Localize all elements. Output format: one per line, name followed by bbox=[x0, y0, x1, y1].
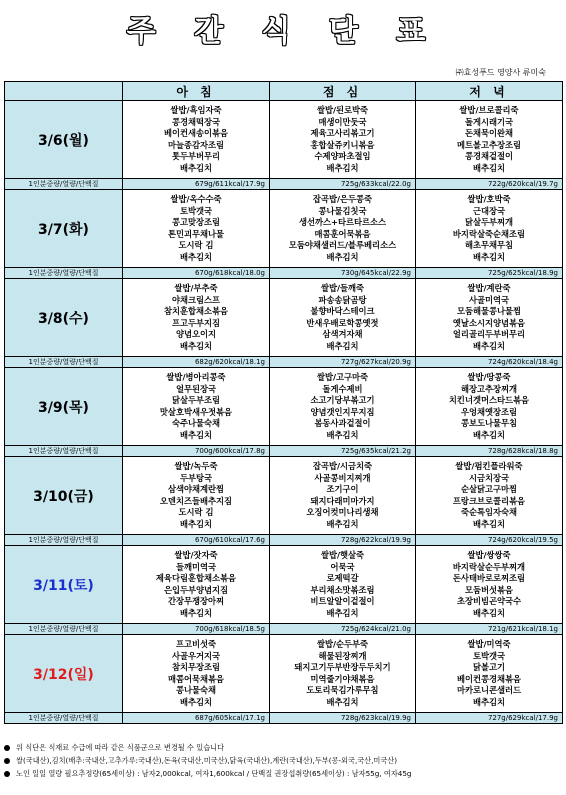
day-row bbox=[5, 368, 563, 446]
nutrition-value: 687g/605kcal/17.1g bbox=[123, 713, 270, 724]
menu-item: 배추김치 bbox=[472, 518, 506, 529]
menu-item: 모둠해물콩나물찜 bbox=[456, 306, 522, 316]
menu-item: 쌀밥/고구마죽 bbox=[316, 372, 369, 382]
nutrition-row bbox=[5, 535, 563, 546]
menu-item: 야채크림스프 bbox=[171, 294, 221, 305]
menu-item: 토박갯국 bbox=[472, 650, 506, 661]
menu-item: 잡곡밥/은두콩죽 bbox=[312, 194, 373, 204]
menu-item: 쌀밥/된로박죽 bbox=[316, 105, 369, 115]
menu-item: 삼색야채계란찜 bbox=[167, 484, 225, 494]
menu-item: 콩경채떡장국 bbox=[171, 116, 221, 127]
menu-item: 도토리묵김가루무침 bbox=[306, 685, 379, 695]
menu-item: 마늘종감자조림 bbox=[167, 139, 225, 150]
menu-item: 시금치장국 bbox=[468, 472, 510, 483]
breakfast-cell bbox=[123, 546, 270, 624]
menu-item: 배추김치 bbox=[179, 607, 213, 618]
menu-item: 쌀밥/잣자죽 bbox=[174, 550, 218, 560]
menu-item: 배추김치 bbox=[472, 696, 506, 707]
menu-item: 토박갯국 bbox=[179, 205, 213, 216]
nutrition-value: 728g/623kcal/19.9g bbox=[270, 713, 416, 724]
weekly-menu-table bbox=[4, 81, 563, 724]
menu-item: 부리채소맛볶조림 bbox=[310, 584, 375, 595]
menu-item: 배추김치 bbox=[326, 162, 359, 173]
nutrition-value: 730g/645kcal/22.9g bbox=[270, 268, 416, 279]
menu-item: 콩경채겉절이 bbox=[464, 151, 514, 161]
breakfast-cell bbox=[123, 368, 270, 446]
menu-item: 쌀밥/땅콩죽 bbox=[467, 372, 511, 382]
menu-item: 쌀밥/호박죽 bbox=[467, 194, 511, 204]
menu-item: 해물된장찌개 bbox=[318, 650, 367, 661]
menu-item: 오덴치즈들배추지짐 bbox=[159, 495, 233, 506]
menu-item: 어묵국 bbox=[330, 561, 355, 572]
lunch-cell bbox=[270, 101, 416, 179]
nutrition-value: 728g/628kcal/18.8g bbox=[416, 446, 563, 457]
dinner-cell bbox=[416, 101, 563, 179]
menu-item: 프고두부지짐 bbox=[171, 317, 221, 328]
header-dinner: 저 녁 bbox=[416, 82, 563, 101]
menu-item: 콩나물김칫국 bbox=[318, 205, 367, 216]
nutrition-value: 725g/633kcal/22.0g bbox=[270, 179, 416, 190]
menu-item: 쌀밥/녹두죽 bbox=[174, 461, 218, 471]
menu-item: 근대장국 bbox=[472, 205, 506, 216]
nutrition-value: 724g/620kcal/18.4g bbox=[416, 357, 563, 368]
day-label: 3/9(목) bbox=[5, 368, 123, 446]
note-item bbox=[4, 754, 562, 767]
lunch-cell bbox=[270, 279, 416, 357]
menu-item: 사골콩비지찌개 bbox=[314, 472, 371, 483]
menu-item: 매생이만둣국 bbox=[318, 116, 367, 127]
nutrition-label: 1인분중량/열량/단백질 bbox=[5, 713, 123, 724]
nutrition-row bbox=[5, 179, 563, 190]
menu-item: 제육다림훈합채소볶음 bbox=[155, 573, 237, 583]
nutrition-label: 1인분중량/열량/단백질 bbox=[5, 446, 123, 457]
menu-item: 배추김치 bbox=[472, 340, 506, 351]
note-text: 노인 일일 열량 필요추정량(65세이상) : 남자2,000kcal, 여자1,600kcal / 단백질 권장섭취량(65세이상) : 남자55g, 여자45g bbox=[16, 769, 412, 778]
menu-item: 돈채묵이완채 bbox=[464, 128, 514, 138]
day-label: 3/12(일) bbox=[5, 635, 123, 713]
menu-item: 사골우거지국 bbox=[171, 650, 221, 661]
breakfast-cell bbox=[123, 190, 270, 268]
nutrition-value: 727g/629kcal/17.9g bbox=[416, 713, 563, 724]
menu-item: 닭볼고기 bbox=[472, 662, 506, 672]
header-breakfast: 아 침 bbox=[123, 82, 270, 101]
menu-item: 쌀밥/병아리콩죽 bbox=[166, 372, 226, 382]
menu-item: 쌀밥/미역죽 bbox=[467, 639, 511, 649]
menu-item: 닭살두부조림 bbox=[171, 395, 221, 405]
menu-item: 양념오이지 bbox=[175, 329, 217, 339]
menu-item: 돌게시래기국 bbox=[464, 116, 514, 127]
breakfast-cell bbox=[123, 635, 270, 713]
note-text: 위 식단은 식재료 수급에 따라 같은 식품군으로 변경될 수 있습니다 bbox=[16, 743, 225, 752]
menu-item: 배추김치 bbox=[472, 607, 506, 618]
menu-item: 도시락 김 bbox=[178, 240, 214, 250]
menu-item: 톳두부버무리 bbox=[171, 151, 221, 161]
menu-item: 베이컨콩경채볶음 bbox=[456, 673, 522, 684]
menu-item: 배추김치 bbox=[472, 162, 506, 173]
menu-item: 쌀밥/쌍쌍죽 bbox=[467, 550, 511, 560]
dinner-cell bbox=[416, 635, 563, 713]
day-row bbox=[5, 635, 563, 713]
nutrition-value: 679g/611kcal/17.9g bbox=[123, 179, 270, 190]
menu-item: 베이컨새송이볶음 bbox=[163, 128, 229, 138]
dinner-cell bbox=[416, 190, 563, 268]
lunch-cell bbox=[270, 635, 416, 713]
menu-item: 불향바닥스테이크 bbox=[310, 306, 375, 316]
day-row bbox=[5, 101, 563, 179]
menu-item: 쌀밥/부추죽 bbox=[174, 283, 218, 293]
menu-item: 사골미역국 bbox=[468, 294, 510, 305]
day-row bbox=[5, 279, 563, 357]
menu-item: 매콤훈어묵볶음 bbox=[314, 228, 371, 239]
note-item bbox=[4, 767, 562, 780]
dinner-cell bbox=[416, 546, 563, 624]
lunch-cell bbox=[270, 190, 416, 268]
menu-item: 모둠야채샐러드/블루베리소스 bbox=[288, 240, 397, 250]
menu-item: 도시락 김 bbox=[178, 507, 214, 517]
nutrition-row bbox=[5, 357, 563, 368]
day-row bbox=[5, 457, 563, 535]
breakfast-cell bbox=[123, 279, 270, 357]
menu-item: 파송송닭곰탕 bbox=[318, 294, 367, 305]
menu-item: 숙주나물숙채 bbox=[171, 418, 221, 428]
menu-body bbox=[5, 101, 563, 724]
menu-item: 간장무쟁장아찌 bbox=[167, 596, 225, 606]
menu-item: 옛날소시지양념볶음 bbox=[452, 317, 526, 328]
lunch-cell bbox=[270, 368, 416, 446]
nutrition-row bbox=[5, 268, 563, 279]
menu-item: 쌀밥/들깨죽 bbox=[320, 283, 365, 293]
day-label: 3/6(월) bbox=[5, 101, 123, 179]
menu-item: 배추김치 bbox=[179, 429, 213, 440]
breakfast-cell bbox=[123, 457, 270, 535]
menu-item: 봄동사과겉절이 bbox=[314, 418, 371, 428]
menu-item: 비트알알이겉절이 bbox=[310, 596, 375, 606]
dinner-cell bbox=[416, 368, 563, 446]
menu-item: 맛살호박새우젓볶음 bbox=[159, 406, 233, 417]
menu-item: 쌀밥/옥수수죽 bbox=[170, 194, 222, 204]
nutrition-value: 670g/610kcal/17.6g bbox=[123, 535, 270, 546]
day-label: 3/10(금) bbox=[5, 457, 123, 535]
menu-item: 홍합살쥬키니볶음 bbox=[310, 139, 375, 150]
menu-item: 배추김치 bbox=[326, 696, 359, 707]
menu-item: 생선까스+타르타르소스 bbox=[298, 217, 387, 227]
header-lunch: 점 심 bbox=[270, 82, 416, 101]
note-item bbox=[4, 741, 562, 754]
menu-item: 톤민괴무채나물 bbox=[167, 228, 225, 239]
nutrition-value: 728g/622kcal/19.9g bbox=[270, 535, 416, 546]
menu-item: 배추김치 bbox=[472, 429, 506, 440]
nutrition-row bbox=[5, 446, 563, 457]
nutrition-label: 1인분중량/열량/단백질 bbox=[5, 624, 123, 635]
menu-item: 참치훈합채소볶음 bbox=[163, 306, 229, 316]
notes bbox=[4, 741, 562, 780]
menu-item: 닭살두부찌개 bbox=[464, 217, 514, 227]
menu-item: 배추김치 bbox=[326, 340, 359, 351]
nutrition-value: 725g/625kcal/18.9g bbox=[416, 268, 563, 279]
menu-item: 배추김치 bbox=[326, 251, 359, 262]
header-corner bbox=[5, 82, 123, 101]
menu-item: 반새우배로학콩옛젓 bbox=[306, 317, 379, 328]
menu-item: 소고기당부볶고기 bbox=[310, 395, 375, 405]
menu-item: 매콤어묵채볶음 bbox=[167, 673, 225, 684]
menu-item: 배추김치 bbox=[179, 340, 213, 351]
menu-item: 배추김치 bbox=[326, 429, 359, 440]
menu-item: 쌀밥/계란죽 bbox=[467, 283, 511, 293]
menu-item: 모둠버섯볶음 bbox=[464, 584, 514, 595]
menu-item: 바지락살죽순채조림 bbox=[452, 228, 526, 239]
menu-item: 돈사태바로로찌조림 bbox=[452, 573, 526, 583]
menu-item: 양념갯인지무지짐 bbox=[310, 406, 375, 417]
dinner-cell bbox=[416, 457, 563, 535]
menu-item: 우엉채옛장조림 bbox=[460, 406, 518, 417]
breakfast-cell bbox=[123, 101, 270, 179]
nutrition-label: 1인분중량/열량/단백질 bbox=[5, 535, 123, 546]
day-label: 3/11(토) bbox=[5, 546, 123, 624]
menu-item: 치킨너겟머스타드볶음 bbox=[448, 395, 530, 405]
menu-item: 콩보도나물무침 bbox=[460, 418, 518, 428]
nutrition-value: 725g/624kcal/21.0g bbox=[270, 624, 416, 635]
menu-item: 참치무장조림 bbox=[171, 662, 221, 672]
day-row bbox=[5, 190, 563, 268]
menu-item: 쌀밥/흑임자죽 bbox=[170, 105, 222, 115]
nutrition-value: 722g/620kcal/19.7g bbox=[416, 179, 563, 190]
nutrition-label: 1인분중량/열량/단백질 bbox=[5, 268, 123, 279]
nutrition-label: 1인분중량/열량/단백질 bbox=[5, 179, 123, 190]
author-label: ㈜효성푸드 영양사 류미숙 bbox=[455, 68, 546, 77]
nutrition-label: 1인분중량/열량/단백질 bbox=[5, 357, 123, 368]
nutrition-row bbox=[5, 713, 563, 724]
nutrition-value: 724g/620kcal/19.5g bbox=[416, 535, 563, 546]
menu-item: 제육고사리볶고기 bbox=[310, 128, 375, 138]
nutrition-value: 700g/618kcal/18.5g bbox=[123, 624, 270, 635]
note-text: 쌀(국내산),김치(배추:국내산,고추가루:국내산),돈육(국내산,미국산),닭육(국내산),계란(국내산),두부(콩-외국,국산,미국산) bbox=[16, 756, 398, 765]
nutrition-value: 721g/621kcal/18.1g bbox=[416, 624, 563, 635]
nutrition-row bbox=[5, 624, 563, 635]
day-label: 3/7(화) bbox=[5, 190, 123, 268]
meal-header-row bbox=[5, 82, 563, 101]
menu-item: 초장비빔곤약국수 bbox=[456, 596, 522, 606]
menu-item: 배추김치 bbox=[472, 251, 506, 262]
menu-item: 배추김치 bbox=[326, 518, 359, 529]
menu-item: 쌀밥/브로콜리죽 bbox=[459, 105, 519, 115]
bullet-icon bbox=[4, 745, 10, 751]
menu-item: 바지락살순두부찌개 bbox=[452, 561, 526, 572]
menu-item: 배추김치 bbox=[179, 518, 213, 529]
menu-item: 죽순톡임자숙채 bbox=[460, 507, 518, 517]
menu-item: 돼지고기두부반장두두치기 bbox=[294, 662, 391, 672]
lunch-cell bbox=[270, 546, 416, 624]
menu-item: 조기구이 bbox=[326, 484, 359, 494]
nutrition-value: 670g/618kcal/18.0g bbox=[123, 268, 270, 279]
menu-item: 배추김치 bbox=[179, 162, 213, 173]
menu-item: 쌀밥/펌킨플라워죽 bbox=[455, 461, 523, 471]
menu-item: 마카로니콘샐러드 bbox=[456, 685, 522, 695]
menu-item: 배추김치 bbox=[179, 251, 213, 262]
dinner-cell bbox=[416, 279, 563, 357]
menu-item: 수제양파초절임 bbox=[314, 151, 371, 161]
nutrition-value: 725g/635kcal/21.2g bbox=[270, 446, 416, 457]
menu-item: 콩고맞장조림 bbox=[171, 217, 221, 227]
menu-item: 얼무된장국 bbox=[175, 383, 217, 394]
menu-item: 쌀밥/햇살죽 bbox=[320, 550, 365, 560]
day-row bbox=[5, 546, 563, 624]
menu-item: 미역줄기야채볶음 bbox=[310, 673, 375, 684]
nutrition-value: 727g/627kcal/20.9g bbox=[270, 357, 416, 368]
bullet-icon bbox=[4, 758, 10, 764]
menu-item: 들깨미역국 bbox=[175, 561, 217, 572]
lunch-cell bbox=[270, 457, 416, 535]
menu-item: 잡곡밥/시금치죽 bbox=[312, 461, 373, 471]
menu-item: 해장고추장찌개 bbox=[460, 383, 518, 394]
menu-item: 돼지다래미마가지 bbox=[310, 495, 375, 506]
menu-item: 메트볼고추장조림 bbox=[456, 139, 522, 150]
menu-item: 쌀밥/순두부죽 bbox=[316, 639, 369, 649]
menu-item: 얼리골리두부버무리 bbox=[452, 329, 526, 339]
menu-item: 로제떡갈 bbox=[326, 573, 359, 583]
menu-item: 프고비섯죽 bbox=[175, 639, 217, 649]
menu-item: 배추김치 bbox=[179, 696, 213, 707]
menu-item: 돌게수제비 bbox=[322, 383, 363, 394]
menu-item: 프랑크브로콜리볶음 bbox=[452, 495, 526, 506]
menu-item: 콩나물숙채 bbox=[175, 685, 217, 695]
menu-item: 은입두부양념지짐 bbox=[163, 584, 229, 595]
menu-item: 배추김치 bbox=[326, 607, 359, 618]
menu-item: 삼색겨자채 bbox=[322, 329, 363, 339]
nutrition-value: 682g/620kcal/18.1g bbox=[123, 357, 270, 368]
bullet-icon bbox=[4, 771, 10, 777]
page-title: 주 간 식 단 표 bbox=[126, 14, 440, 49]
day-label: 3/8(수) bbox=[5, 279, 123, 357]
menu-item: 해초무채무침 bbox=[464, 240, 514, 250]
menu-item: 오징어컷미나리생채 bbox=[306, 507, 379, 517]
menu-item: 두부탕국 bbox=[179, 472, 213, 483]
nutrition-value: 700g/600kcal/17.8g bbox=[123, 446, 270, 457]
menu-item: 순살닭고구마찜 bbox=[460, 484, 518, 494]
